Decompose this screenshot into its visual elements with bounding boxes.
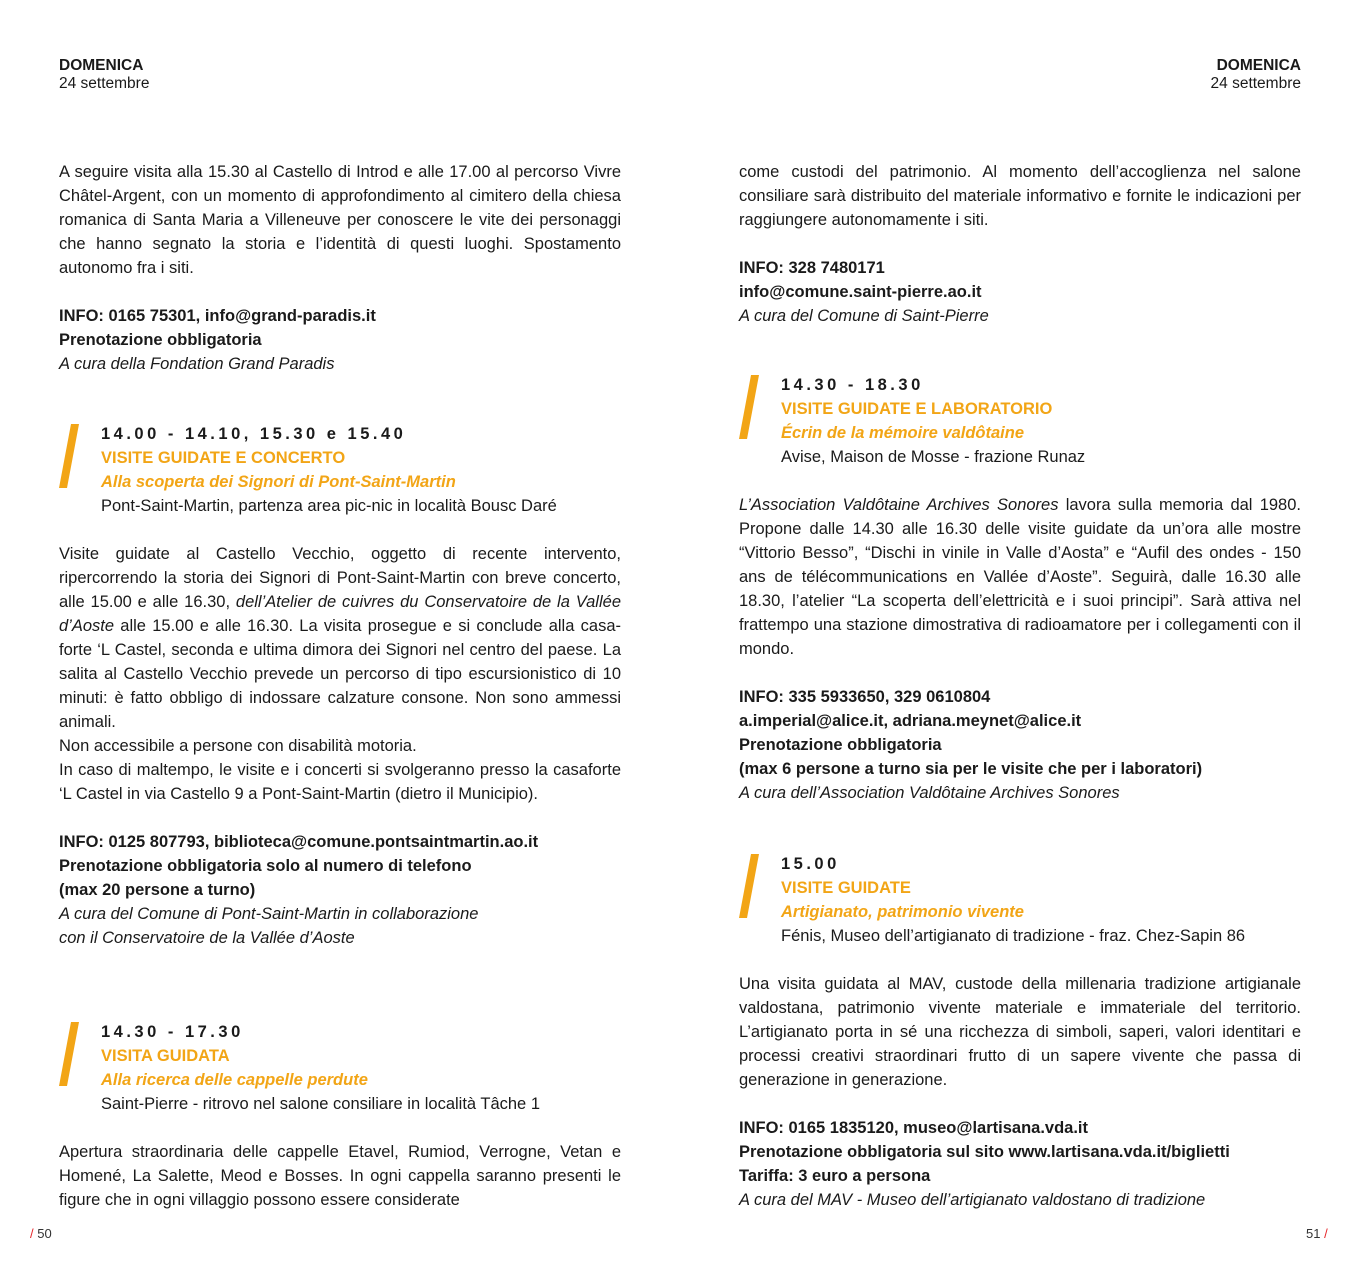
event-subtitle: Alla scoperta dei Signori di Pont-Saint-Martin [101,473,456,491]
page-header [1001,57,1301,93]
booking-line: Prenotazione obbligatoria [59,331,262,349]
booking-line: Prenotazione obbligatoria solo al numero di telefono [59,857,472,875]
event-block [739,852,1301,1212]
info-line: INFO: 0165 1835120, museo@lartisana.vda.it [739,1119,1089,1137]
event-place: Avise, Maison de Mosse - frazione Runaz [781,448,1086,466]
event-place: Fénis, Museo dell’artigianato di tradizione - fraz. Chez-Sapin 86 [781,927,1246,945]
info-email: info@comune.saint-pierre.ao.it [739,283,982,301]
event-description: Apertura straordinaria delle cappelle Etavel, Rumiod, Verrogne, Vetan e Homené, La Salette, Meod e Bosses. In ogni cappella saranno presenti le figure che in ogni villaggio possono essere considerate [59,1143,621,1209]
event-time: 14.30 - 17.30 [101,1023,244,1041]
header-date: 24 settembre [59,75,150,92]
info-line: INFO: 0165 75301, info@grand-paradis.it [59,307,376,325]
event-time: 15.00 [781,855,840,873]
event-title: VISITE GUIDATE E CONCERTO [101,449,346,467]
info-line: INFO: 328 7480171 [739,259,885,277]
header-day: DOMENICA [59,57,144,74]
event-subtitle: Écrin de la mémoire valdôtaine [781,424,1025,442]
slash-icon [739,375,759,439]
event-subtitle: Alla ricerca delle cappelle perdute [101,1071,368,1089]
curator-line: A cura del Comune di Saint-Pierre [739,307,989,325]
left-page [59,0,621,1270]
curator-line: A cura dell’Association Valdôtaine Archives Sonores [739,784,1120,802]
event-block [59,1020,621,1212]
event-block [59,422,621,950]
event-time: 14.00 - 14.10, 15.30 e 15.40 [101,425,407,443]
page-number-left: / 50 [30,1226,52,1241]
page-header [59,57,149,93]
curator-line: A cura della Fondation Grand Paradis [59,355,335,373]
event-time: 14.30 - 18.30 [781,376,924,394]
page-number-right: 51 / [1306,1226,1328,1241]
right-page [739,0,1301,1270]
event-place: Saint-Pierre - ritrovo nel salone consiliare in località Tâche 1 [101,1095,540,1113]
slash-icon [59,1022,79,1086]
event-note: Non accessibile a persone con disabilità motoria. [59,737,417,755]
event-subtitle: Artigianato, patrimonio vivente [781,903,1024,921]
slash-icon [739,854,759,918]
max-line: (max 6 persone a turno sia per le visite che per i laboratori) [739,760,1203,778]
max-line: (max 20 persone a turno) [59,881,256,899]
header-date: 24 settembre [1210,75,1301,92]
info-line: INFO: 335 5933650, 329 0610804 [739,688,991,706]
event-title: VISITA GUIDATA [101,1047,230,1065]
event-description: L’Association Valdôtaine Archives Sonores lavora sulla memoria dal 1980. Propone dalle 14.30 alle 16.30 delle visite guidate da un’ora alle mostre “Vittorio Besso”, “Dischi in vinile in Valle d’Aosta” e “Aufil des ondes - 150 ans de télécommunications en Vallée d’Aoste”. Seguirà, dalle 16.30 alle 18.30, l’atelier “La scoperta dell’elettricità e i suoi principi”. Sarà attiva nel frattempo una stazione dimostrativa di radioamatore per i collegamenti con il mondo. [739,496,1301,658]
curator-line: A cura del Comune di Pont-Saint-Martin in collaborazione [59,905,479,923]
curator-line: con il Conservatoire de la Vallée d’Aoste [59,929,355,947]
continued-text: come custodi del patrimonio. Al momento dell’accoglienza nel salone consiliare sarà distribuito del materiale informativo e fornite le indicazioni per raggiungere autonomamente i siti. [739,163,1301,229]
event-place: Pont-Saint-Martin, partenza area pic-nic in località Bousc Daré [101,497,557,515]
info-line: INFO: 0125 807793, biblioteca@comune.pontsaintmartin.ao.it [59,833,539,851]
info-email: a.imperial@alice.it, adriana.meynet@alice.it [739,712,1082,730]
intro-text: A seguire visita alla 15.30 al Castello di Introd e alle 17.00 al percorso Vivre Châtel-Argent, con un momento di approfondimento al cimitero della chiesa romanica di Santa Maria a Villeneuve per conoscere le vite dei personaggi che hanno segnato la storia e l’identità di questi luoghi. Spostamento autonomo fra i siti. [59,163,621,277]
right-content [739,160,1301,328]
event-note: In caso di maltempo, le visite e i concerti si svolgeranno presso la casaforte ‘L Castel in via Castello 9 a Pont-Saint-Martin (dietro il Municipio). [59,761,621,803]
left-content [59,160,621,376]
event-title: VISITE GUIDATE [781,879,911,897]
booking-line: Prenotazione obbligatoria [739,736,942,754]
fee-line: Tariffa: 3 euro a persona [739,1167,931,1185]
header-day: DOMENICA [1216,57,1301,74]
event-description: Visite guidate al Castello Vecchio, oggetto di recente intervento, ripercorrendo la storia dei Signori di Pont-Saint-Martin con breve concerto, alle 15.00 e alle 16.30, dell’Atelier de cuivres du Conservatoire de la Vallée d’Aoste alle 15.00 e alle 16.30. La visita prosegue e si conclude alla casa- forte ‘L Castel, seconda e ultima dimora dei Signori nel centro del paese. La salita al Castello Vecchio prevede un percorso di tipo escursionistico di 10 minuti: è fatto obbligo di indossare calzature consone. Non sono ammessi animali. [59,545,621,731]
event-block [739,373,1301,805]
event-description: Una visita guidata al MAV, custode della millenaria tradizione artigianale valdostana, patrimonio vivente materiale e immateriale del territorio. L’artigianato porta in sé una ricchezza di simboli, saperi, valori identitari e processi creativi straordinari frutto di un sapere vivente che passa di generazione in generazione. [739,975,1301,1089]
curator-line: A cura del MAV - Museo dell’artigianato valdostano di tradizione [739,1191,1206,1209]
booking-line: Prenotazione obbligatoria sul sito www.lartisana.vda.it/biglietti [739,1143,1230,1161]
event-title: VISITE GUIDATE E LABORATORIO [781,400,1053,418]
slash-icon [59,424,79,488]
